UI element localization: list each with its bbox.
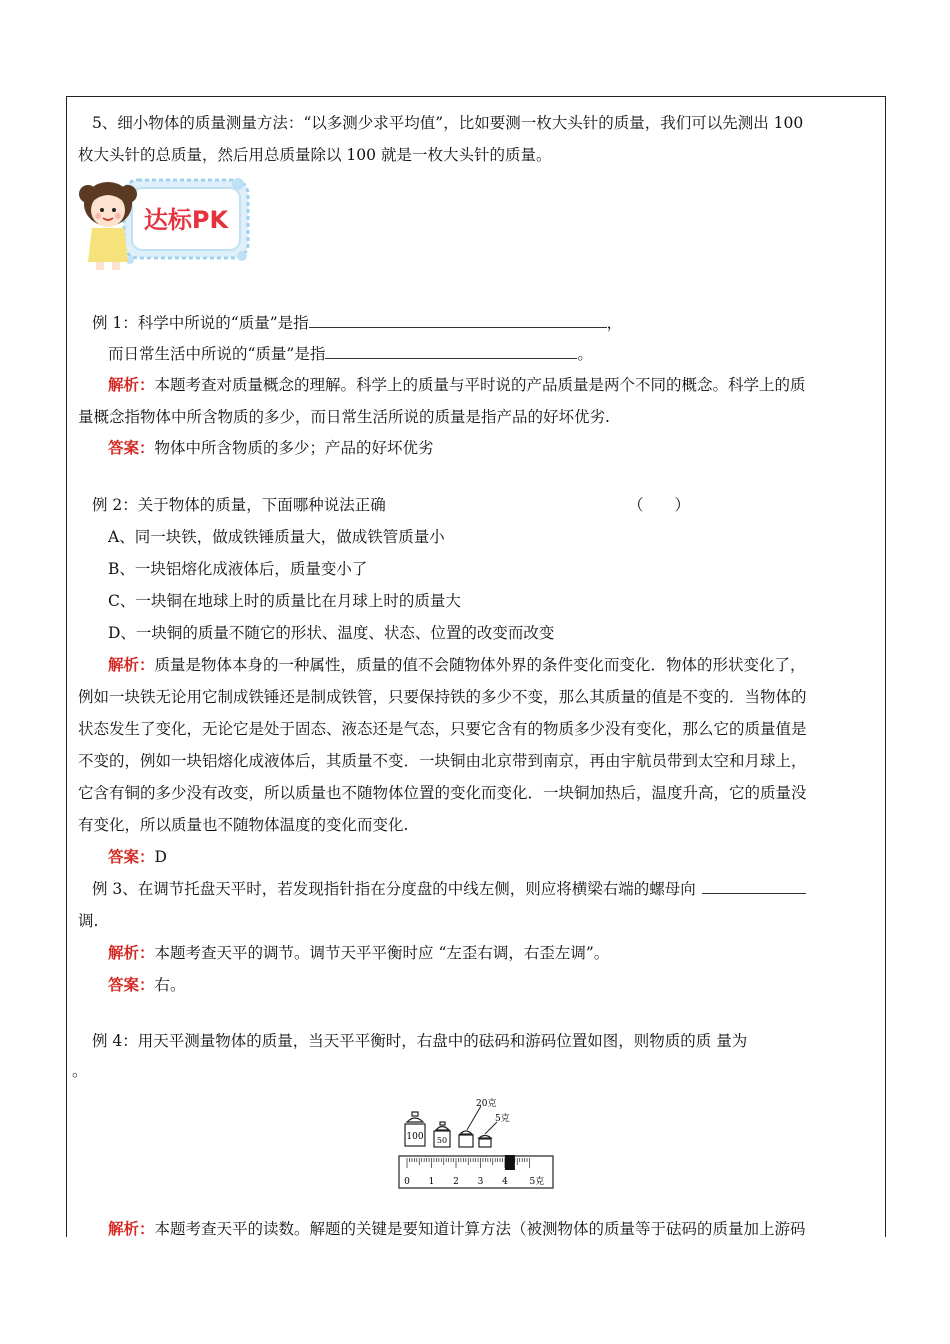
- ex3-question-line2: 调.: [78, 912, 99, 930]
- ex3-analysis-label: 解析：: [108, 944, 155, 962]
- ex2-question: 例 2：关于物体的质量，下面哪种说法正确: [92, 496, 386, 514]
- ruler-tick-label: 4: [502, 1177, 508, 1187]
- ex2-option-a: A、同一块铁，做成铁锤质量大，做成铁管质量小: [108, 528, 445, 546]
- ex2-option-b: B、一块铝熔化成液体后，质量变小了: [108, 560, 368, 578]
- ex4-analysis-text: 本题考查天平的读数。解题的关键是要知道计算方法（被测物体的质量等于砝码的质量加上游码: [154, 1220, 806, 1238]
- ex3-q1-text: 例 3、在调节托盘天平时，若发现指针指在分度盘的中线左侧，则应将横梁右端的螺母向: [92, 880, 696, 898]
- weight-5g: [479, 1122, 497, 1147]
- ex1-answer-text: 物体中所含物质的多少；产品的好坏优劣: [154, 439, 434, 457]
- ex3-analysis: [108, 942, 609, 964]
- callout-5g: 5克: [495, 1114, 510, 1124]
- ex2-option-d: D、一块铜的质量不随它的形状、温度、状态、位置的改变而改变: [108, 624, 555, 642]
- ex2-analysis-line1: [108, 654, 806, 676]
- ex1-analysis-line1: [108, 374, 806, 396]
- ex3-analysis-text: 本题考查天平的调节。调节天平平衡时应 “左歪右调，右歪左调”。: [154, 944, 610, 962]
- ex1-q2-text: 而日常生活中所说的“质量”是指: [108, 345, 326, 363]
- weight-20g: [459, 1106, 481, 1147]
- balance-weights-figure: [395, 1092, 555, 1192]
- item5-line2: 枚大头针的总质量，然后用总质量除以 100 就是一枚大头针的质量。: [78, 146, 552, 164]
- ex1-answer: [108, 437, 434, 459]
- ex1-analysis-text1: 本题考查对质量概念的理解。科学上的质量与平时说的产品质量是两个不同的概念。科学上的质: [154, 376, 806, 394]
- ruler-tick-label: 5克: [529, 1177, 545, 1187]
- ruler-tick-label: 3: [477, 1177, 484, 1187]
- weight-50-label: 50: [436, 1136, 448, 1145]
- ex2-analysis-line5: 它含有铜的多少没有改变，所以质量也不随物体位置的变化而变化．一块铜加热后，温度升高，它的质量没: [78, 784, 807, 802]
- ex3-blank[interactable]: [702, 879, 806, 894]
- ex1-question1: [92, 312, 622, 334]
- ex4-question-line2: 。: [72, 1062, 88, 1080]
- ex3-answer-label: 答案：: [108, 976, 155, 994]
- ex2-answer-paren: （ ）: [628, 496, 691, 514]
- weight-100-label: 100: [406, 1132, 424, 1142]
- weight-50g: [434, 1122, 450, 1147]
- ex1-answer-label: 答案：: [108, 439, 155, 457]
- badge-text: 达标PK: [143, 206, 229, 234]
- ex1-q1-text: 例 1：科学中所说的“质量”是指: [92, 314, 309, 332]
- ex1-analysis-line2: 量概念指物体中所含物质的多少，而日常生活所说的质量是指产品的好坏优劣.: [78, 408, 610, 426]
- item5-line1: 5、细小物体的质量测量方法：“以多测少求平均值”，比如要测一枚大头针的质量，我们可以先测出 100: [92, 114, 804, 132]
- ruler-tick-label: 1: [428, 1177, 435, 1187]
- ex2-analysis-text1: 质量是物体本身的一种属性，质量的值不会随物体外界的条件变化而变化．物体的形状变化了，: [154, 656, 806, 674]
- ruler-tick-label: 2: [453, 1177, 459, 1187]
- ex2-analysis-line2: 例如一块铁无论用它制成铁锤还是制成铁管，只要保持铁的多少不变，那么其质量的值是不变的．当物体的: [78, 688, 807, 706]
- ex3-answer: [108, 974, 186, 996]
- ex1-blank1[interactable]: [309, 313, 607, 328]
- ex2-analysis-line4: 不变的，例如一块铝熔化成液体后，其质量不变．一块铜由北京带到南京，再由宇航员带到太空和月球上，: [78, 752, 807, 770]
- ex1-blank2[interactable]: [325, 344, 577, 359]
- ruler-tick-label: 0: [404, 1177, 410, 1187]
- callout-20g: 20克: [476, 1099, 497, 1109]
- ex1-question2: [108, 343, 593, 365]
- ex2-answer-label: 答案：: [108, 848, 155, 866]
- ex2-analysis-line6: 有变化，所以质量也不随物体温度的变化而变化.: [78, 816, 409, 834]
- ex4-analysis: [108, 1218, 806, 1240]
- rider-slider: [505, 1155, 515, 1170]
- ex3-answer-text: 右。: [154, 976, 186, 994]
- ex4-question-line1: 例 4：用天平测量物体的质量，当天平平衡时，右盘中的砝码和游码位置如图，则物质的质 量为: [92, 1032, 748, 1050]
- ex2-answer-text: D: [154, 848, 167, 866]
- ex1-analysis-label: 解析：: [108, 376, 155, 394]
- ex2-analysis-line3: 状态发生了变化，无论它是处于固态、液态还是气态，只要它含有的物质多少没有变化，那么它的质量值是: [78, 720, 807, 738]
- weight-100g: [405, 1112, 425, 1146]
- ex1-q1-end: ，: [606, 314, 623, 332]
- ex2-analysis-label: 解析：: [108, 656, 155, 674]
- ex1-q2-end: 。: [577, 345, 593, 363]
- ex3-question-line1: [92, 878, 806, 900]
- ex4-analysis-label: 解析：: [108, 1220, 155, 1238]
- ex2-option-c: C、一块铜在地球上时的质量比在月球上时的质量大: [108, 592, 461, 610]
- dabiao-pk-badge: [78, 170, 254, 274]
- ex2-answer: [108, 846, 167, 868]
